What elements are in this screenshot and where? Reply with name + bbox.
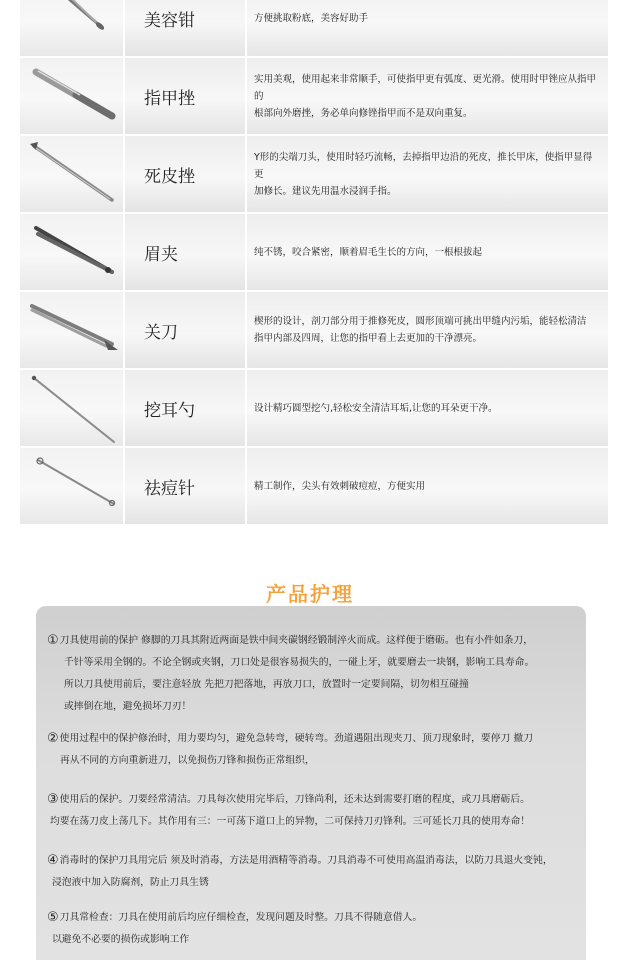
tool-name: 眉夹 <box>125 214 245 290</box>
tool-row <box>20 58 608 134</box>
care-text-line <box>47 791 530 807</box>
tool-description-line: 根部向外磨挫，务必单向修锉指甲而不是双向重复。 <box>254 107 473 119</box>
tool-description-line: 纯不锈，咬合紧密，顺着眉毛生长的方向，一根根拔起 <box>254 246 483 258</box>
care-text-line <box>52 874 209 888</box>
care-text-line <box>50 813 530 827</box>
tool-image-cell <box>20 292 123 368</box>
care-text-line <box>64 676 469 690</box>
care-item-text: 或摔倒在地，避免损坏刀刃！ <box>64 701 192 712</box>
care-item-text: 均要在荡刀皮上荡几下。其作用有三：一可荡下道口上的异物，二可保持刀刃锋利。三可延长刀具的使用寿命！ <box>50 816 531 827</box>
tool-image-cell <box>20 448 123 524</box>
care-text-line <box>47 909 422 925</box>
care-item-text: 再从不同的方向重新进刀，以免损伤刀锋和损伤正常组织， <box>60 755 315 766</box>
care-item-number: ① <box>47 633 59 648</box>
care-item-number: ③ <box>47 792 59 807</box>
tool-name: 挖耳勺 <box>125 370 245 446</box>
care-item-text: 所以刀具使用前后，要注意轻放 先把刀把落地，再放刀口，放置时一定要间隔，切勿相互碰撞 <box>64 679 469 690</box>
care-text-line <box>47 852 553 868</box>
tool-row <box>20 448 608 524</box>
care-item-text: 浸泡液中加入防腐剂，防止刀具生锈 <box>52 877 209 888</box>
cuticle-knife-icon <box>20 292 123 368</box>
tool-description <box>247 370 608 446</box>
tool-row <box>20 0 608 56</box>
tool-name: 死皮挫 <box>125 136 245 212</box>
tool-row <box>20 136 608 212</box>
tool-description-line: 精工制作，尖头有效刺破痘痘，方便实用 <box>254 480 426 492</box>
tool-image-cell <box>20 214 123 290</box>
tool-description-line: Y形的尖端刀头，使用时轻巧流畅，去掉指甲边沿的死皮，推长甲床，使指甲显得更 <box>254 151 593 180</box>
acne-needle-icon <box>20 448 123 524</box>
tool-description-line: 楔形的设计，剖刀部分用于推修死皮，圆形顶端可挑出甲缝内污垢，能轻松清洁 <box>254 316 587 327</box>
care-item-number: ⑤ <box>47 910 59 925</box>
tool-name: 美容钳 <box>125 0 245 56</box>
care-panel <box>36 606 586 960</box>
tool-name: 指甲挫 <box>125 58 245 134</box>
care-item-text: 以避免不必要的损伤或影响工作 <box>52 934 190 945</box>
tool-description-line: 指甲内部及四周，让您的指甲看上去更加的干净漂亮。 <box>254 333 483 344</box>
care-item-text: 刀具使用前的保护 修脚的刀具其附近两面是铁中间夹碳钢经锻制淬火而成。这样便于磨砺。也有小件如条刀， <box>59 635 534 646</box>
care-text-line <box>60 752 315 766</box>
tool-description <box>247 214 608 290</box>
care-item-text: 消毒时的保护刀具用完后 须及时消毒，方法是用酒精等消毒。刀具消毒不可使用高温消毒法，以防刀具退火变钝， <box>59 855 553 866</box>
tool-image-cell <box>20 370 123 446</box>
tool-image-cell <box>20 136 123 212</box>
tool-description-line: 加修长。建议先用温水浸润手指。 <box>254 185 397 197</box>
care-text-line <box>64 654 534 668</box>
tool-image-cell <box>20 0 123 56</box>
cuticle-pusher-icon <box>20 136 123 212</box>
tool-description <box>247 448 608 524</box>
care-item-text: 千针等采用全钢的。不论全钢或夹钢，刀口处是很容易损失的，一碰上牙，就要磨去一块钢，影响工具寿命。 <box>64 657 535 668</box>
ear-pick-icon <box>20 370 123 446</box>
tool-image-cell <box>20 58 123 134</box>
tool-description-line: 实用美观，使用起来非常顺手，可使指甲更有弧度、更光滑。使用时甲锉应从指甲的 <box>254 73 597 102</box>
tool-description-line: 设计精巧圆型挖勺,轻松安全清洁耳垢,让您的耳朵更干净。 <box>254 402 498 414</box>
care-item-number: ② <box>47 731 59 746</box>
care-item-number: ④ <box>47 853 59 868</box>
tweezers-spoon-icon <box>20 0 123 56</box>
tool-description <box>247 0 608 56</box>
nail-file-icon <box>20 58 123 134</box>
tool-description <box>247 136 608 212</box>
care-item-text: 刀具常检查：刀具在使用前后均应仔细检查，发现问题及时整。刀具不得随意借人。 <box>59 912 423 923</box>
eyebrow-tweezers-icon <box>20 214 123 290</box>
tool-row <box>20 292 608 368</box>
care-text-line <box>47 632 533 648</box>
care-text-line <box>64 698 191 712</box>
care-item-text: 使用过程中的保护修治时，用力要均匀，避免急转弯，硬转弯。劲道遇阻出现夹刀、顶刀现象时，要停刀 撤刀 <box>59 733 534 744</box>
care-item-text: 使用后的保护。刀要经常清洁。刀具每次使用完毕后，刀锋尚利，还未达到需要打磨的程度，或刀具磨砺后。 <box>59 794 530 805</box>
tool-row <box>20 370 608 446</box>
care-text-line <box>47 730 533 746</box>
tool-name: 关刀 <box>125 292 245 368</box>
care-section-title: 产品护理 <box>266 582 354 606</box>
tool-row <box>20 214 608 290</box>
tool-description <box>247 58 608 134</box>
care-text-line <box>52 931 189 945</box>
tool-description-line: 方便挑取粉底，美容好助手 <box>254 12 369 24</box>
tool-name: 祛痘针 <box>125 448 245 524</box>
tool-description <box>247 292 608 368</box>
